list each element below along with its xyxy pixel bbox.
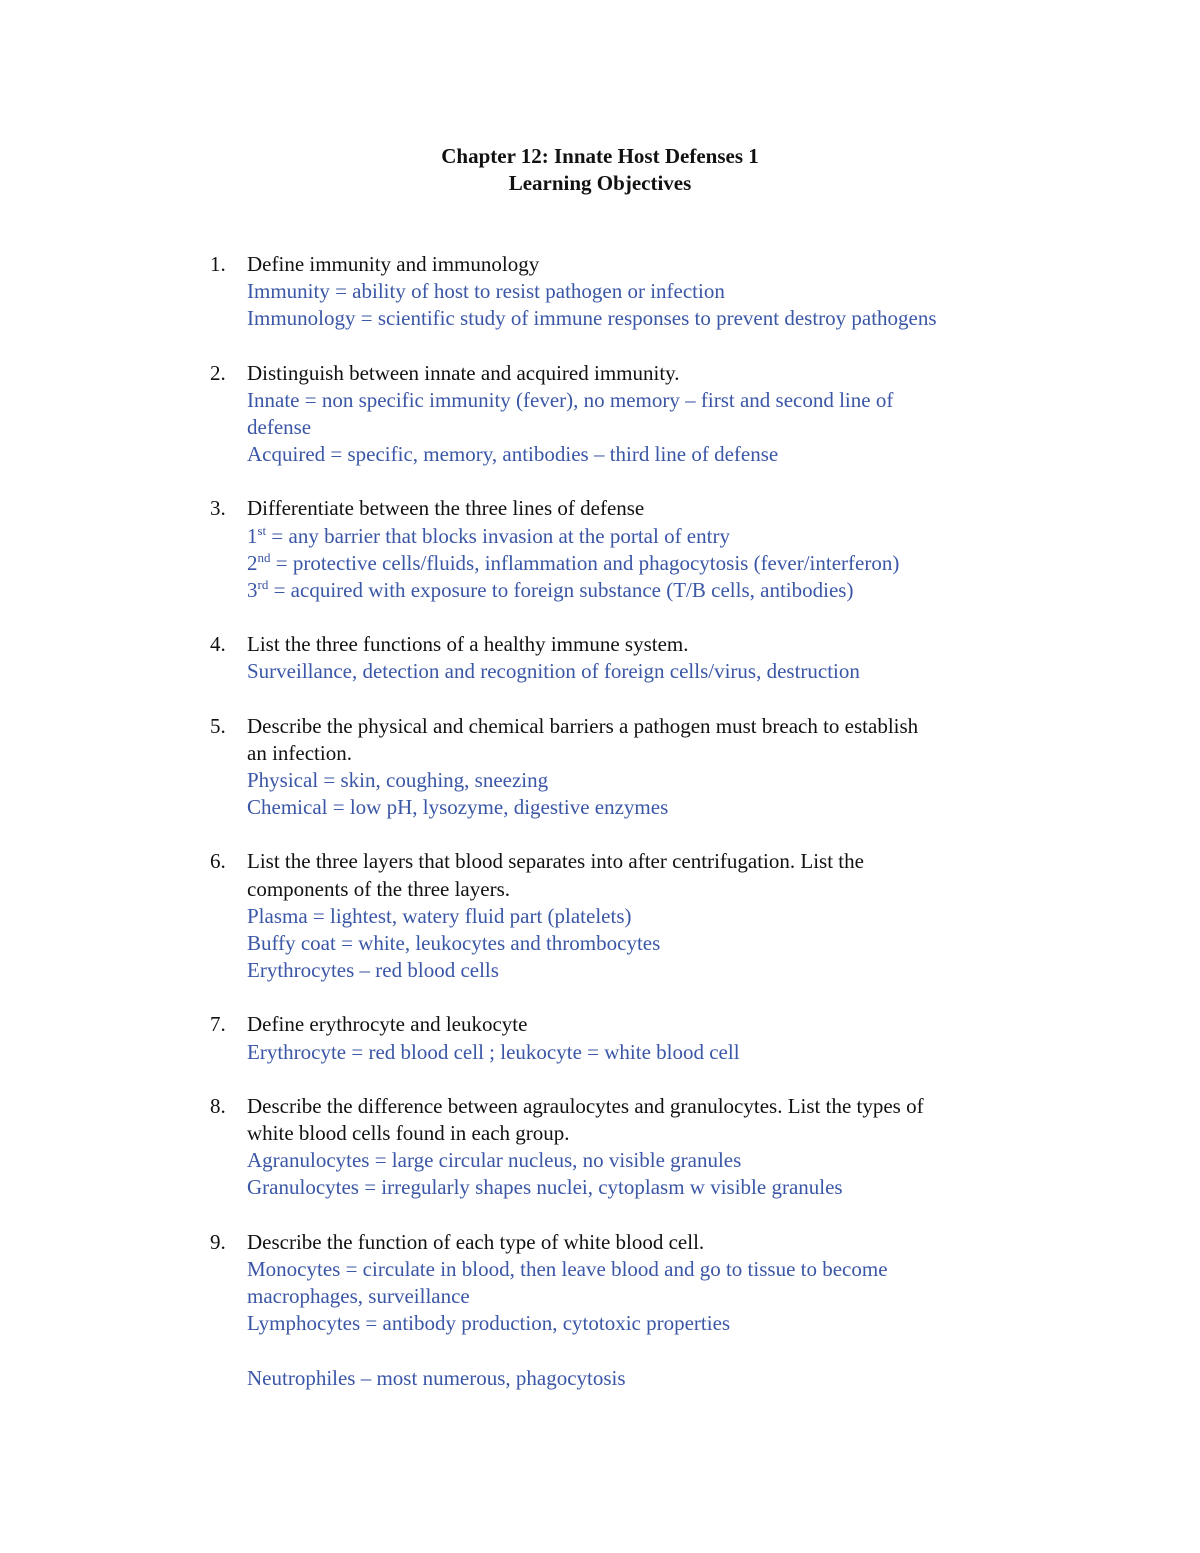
objective-question: Differentiate between the three lines of defense bbox=[247, 496, 645, 521]
objective-answer: Physical = skin, coughing, sneezing bbox=[247, 768, 549, 793]
ordinal-suffix: nd bbox=[257, 549, 271, 565]
objective-number: 7. bbox=[210, 1012, 226, 1037]
objective-number: 9. bbox=[210, 1229, 226, 1254]
objective-answer: Neutrophiles – most numerous, phagocytosis bbox=[247, 1365, 626, 1390]
objective-answer: Innate = non specific immunity (fever), no memory – first and second line of bbox=[247, 387, 894, 412]
objective-item bbox=[0, 1093, 1037, 1202]
objective-number: 5. bbox=[210, 713, 226, 738]
line-ordinal: 1 bbox=[247, 523, 258, 548]
objective-item bbox=[0, 495, 1037, 604]
objective-number: 1. bbox=[210, 252, 226, 276]
objective-question: Define erythrocyte and leukocyte bbox=[247, 1012, 528, 1037]
objective-answer: Acquired = specific, memory, antibodies – third line of defense bbox=[247, 442, 779, 467]
objective-answer: Buffy coat = white, leukocytes and thrombocytes bbox=[247, 931, 661, 956]
objective-answer: Erythrocyte = red blood cell ; leukocyte = white blood cell bbox=[247, 1039, 740, 1064]
objective-question: Distinguish between innate and acquired immunity. bbox=[247, 360, 680, 385]
answer-text: = any barrier that blocks invasion at the portal of entry bbox=[266, 523, 730, 548]
objective-answer: Lymphocytes = antibody production, cytotoxic properties bbox=[247, 1311, 731, 1336]
objective-item bbox=[0, 360, 1037, 469]
objective-answer: Immunology = scientific study of immune responses to prevent destroy pathogens bbox=[247, 306, 937, 331]
objective-question: List the three layers that blood separates into after centrifugation. List the bbox=[247, 849, 864, 874]
objective-number: 2. bbox=[210, 360, 226, 385]
line-ordinal: 2 bbox=[247, 550, 258, 575]
answer-text: = acquired with exposure to foreign substance (T/B cells, antibodies) bbox=[268, 578, 854, 603]
objective-answer bbox=[247, 577, 1037, 604]
title-block bbox=[0, 143, 1200, 197]
ordinal-suffix: rd bbox=[257, 577, 269, 593]
objective-answer: macrophages, surveillance bbox=[247, 1284, 470, 1309]
objectives-list bbox=[0, 251, 1200, 1419]
objective-answer: Granulocytes = irregularly shapes nuclei, cytoplasm w visible granules bbox=[247, 1175, 843, 1200]
answer-text: = protective cells/fluids, inflammation and phagocytosis (fever/interferon) bbox=[270, 550, 900, 575]
objective-item bbox=[0, 848, 1037, 984]
objective-question: Describe the physical and chemical barriers a pathogen must breach to establish bbox=[247, 713, 919, 738]
ordinal-suffix: st bbox=[257, 522, 267, 538]
line-ordinal: 3 bbox=[247, 578, 258, 603]
objective-answer: Agranulocytes = large circular nucleus, no visible granules bbox=[247, 1148, 742, 1173]
objective-question: Define immunity and immunology bbox=[247, 252, 540, 276]
objective-question: an infection. bbox=[247, 740, 352, 765]
objective-item bbox=[0, 631, 1037, 685]
objective-answer: Monocytes = circulate in blood, then leave blood and go to tissue to become bbox=[247, 1256, 888, 1281]
objective-answer: Immunity = ability of host to resist pathogen or infection bbox=[247, 279, 725, 304]
objective-number: 8. bbox=[210, 1093, 226, 1118]
objective-answer: defense bbox=[247, 415, 312, 440]
objective-answer: Surveillance, detection and recognition of foreign cells/virus, destruction bbox=[247, 659, 860, 684]
page-title: Chapter 12: Innate Host Defenses 1 bbox=[441, 144, 759, 168]
objective-answer bbox=[247, 523, 1037, 550]
objective-item bbox=[0, 713, 1037, 822]
spacer bbox=[247, 1338, 1037, 1365]
objective-answer bbox=[247, 550, 1037, 577]
objective-question: List the three functions of a healthy immune system. bbox=[247, 632, 689, 657]
objective-number: 3. bbox=[210, 496, 226, 521]
objective-item bbox=[0, 251, 1037, 333]
objective-answer: Erythrocytes – red blood cells bbox=[247, 958, 499, 983]
objective-question: Describe the function of each type of white blood cell. bbox=[247, 1229, 705, 1254]
objective-item bbox=[0, 1011, 1037, 1065]
objective-number: 4. bbox=[210, 632, 226, 657]
objective-question: Describe the difference between agraulocytes and granulocytes. List the types of bbox=[247, 1093, 924, 1118]
objective-answer: Chemical = low pH, lysozyme, digestive enzymes bbox=[247, 795, 669, 820]
objective-item bbox=[0, 1229, 1037, 1392]
objective-answer: Plasma = lightest, watery fluid part (platelets) bbox=[247, 903, 632, 928]
page-subtitle: Learning Objectives bbox=[508, 171, 692, 195]
objective-number: 6. bbox=[210, 849, 226, 874]
objective-question: components of the three layers. bbox=[247, 876, 510, 901]
objective-question: white blood cells found in each group. bbox=[247, 1121, 570, 1146]
